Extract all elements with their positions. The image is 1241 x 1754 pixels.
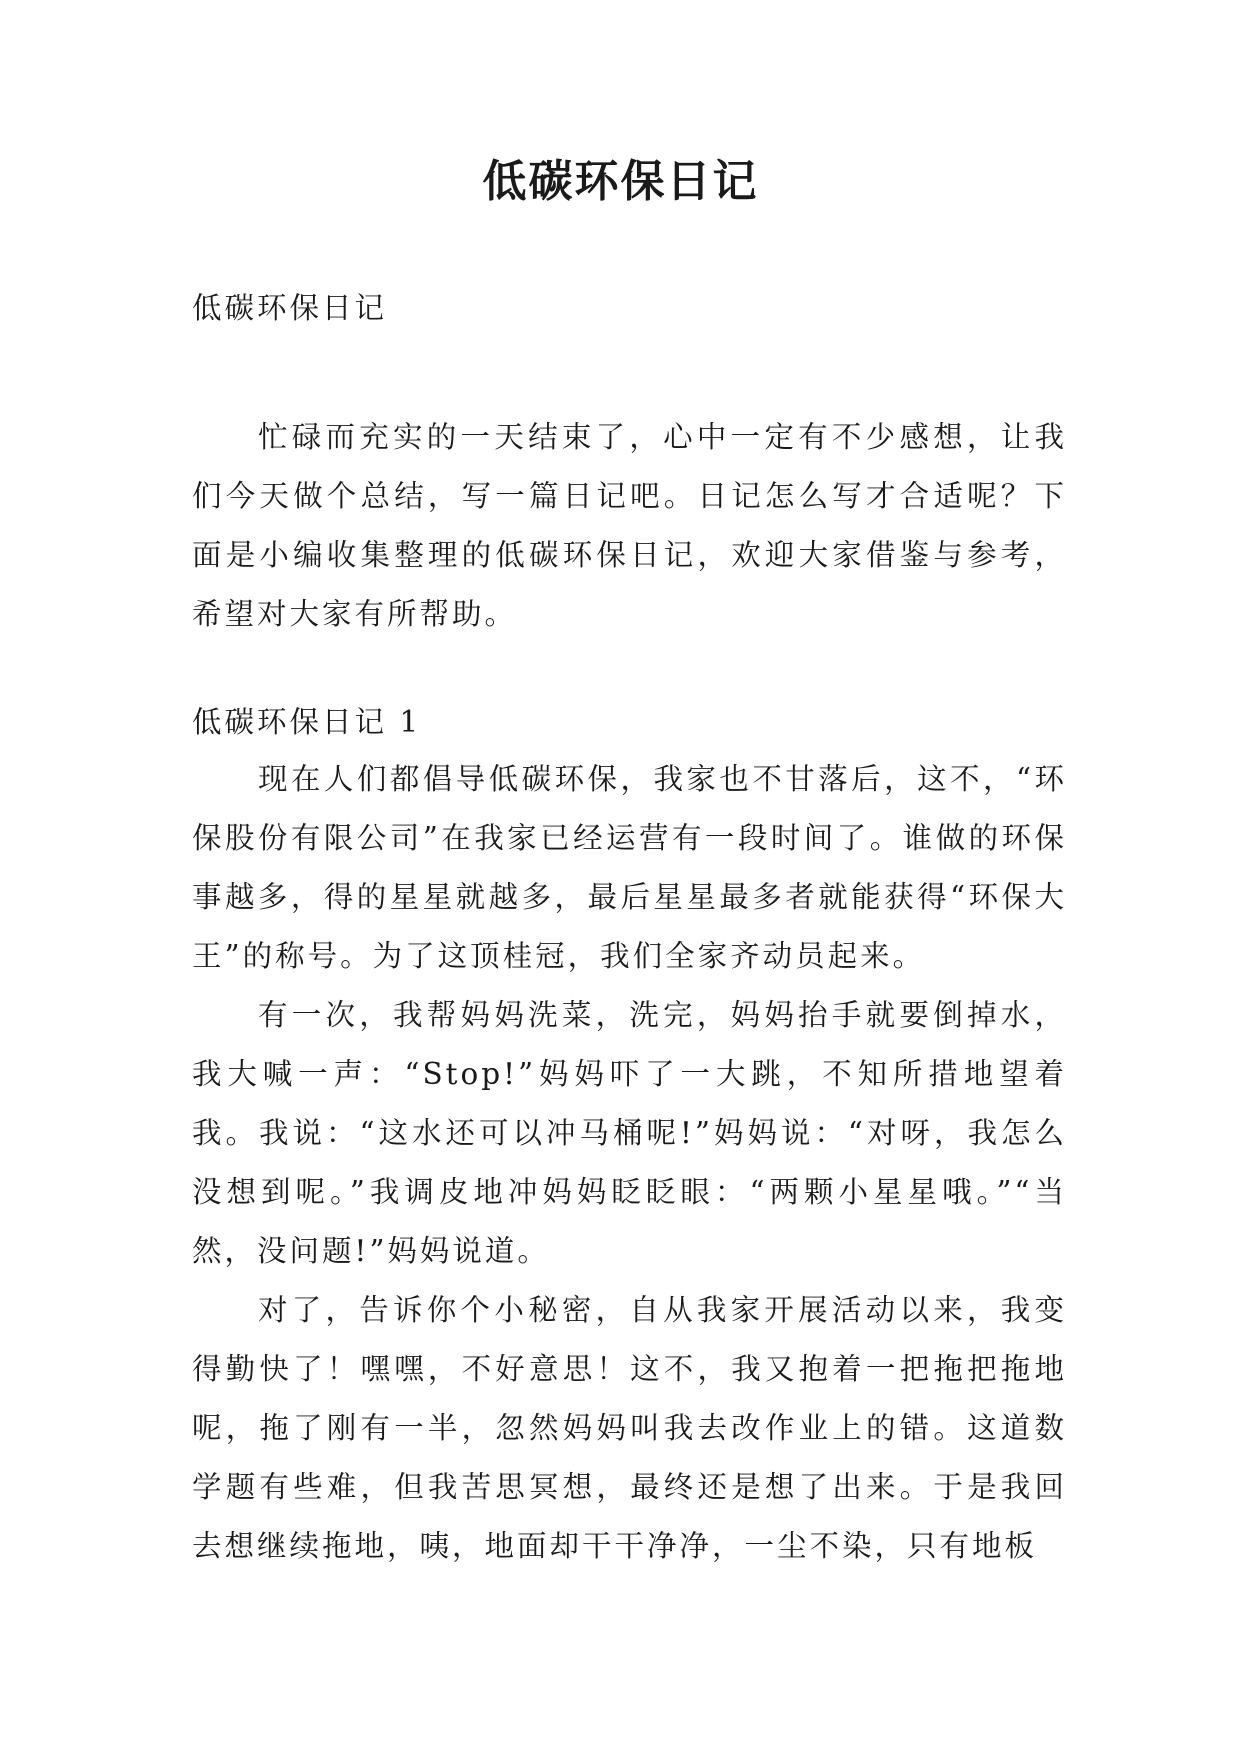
intro-paragraph: 忙碌而充实的一天结束了，心中一定有不少感想，让我们今天做个总结，写一篇日记吧。日记怎么写才合适呢？下面是小编收集整理的低碳环保日记，欢迎大家借鉴与参考，希望对大家有所帮助。	[192, 420, 1067, 631]
story-paragraph: 现在人们都倡导低碳环保，我家也不甘落后，这不，“环保股份有限公司”在我家已经运营有一段时间了。谁做的环保事越多，得的星星就越多，最后星星最多者就能获得“环保大王”的称号。为了这顶桂冠，我们全家齐动员起来。	[192, 762, 1067, 973]
story-body	[192, 750, 1067, 1576]
story-paragraph: 有一次，我帮妈妈洗菜，洗完，妈妈抬手就要倒掉水，我大喊一声：“Stop!”妈妈吓了一大跳，不知所措地望着我。我说：“这水还可以冲马桶呢!”妈妈说：“对呀，我怎么没想到呢。”我调皮地冲妈妈眨眨眼：“两颗小星星哦。”“当然，没问题!”妈妈说道。	[192, 998, 1067, 1268]
story-paragraph: 对了，告诉你个小秘密，自从我家开展活动以来，我变得勤快了！嘿嘿，不好意思！这不，我又抱着一把拖把拖地呢，拖了刚有一半，忽然妈妈叫我去改作业上的错。这道数学题有些难，但我苦思冥想，最终还是想了出来。于是我回去想继续拖地，咦，地面却干干净净，一尘不染，只有地板	[192, 1293, 1067, 1563]
document-title: 低碳环保日记	[482, 156, 759, 207]
section-heading: 低碳环保日记 1	[192, 705, 422, 739]
document-subtitle: 低碳环保日记	[192, 291, 388, 325]
